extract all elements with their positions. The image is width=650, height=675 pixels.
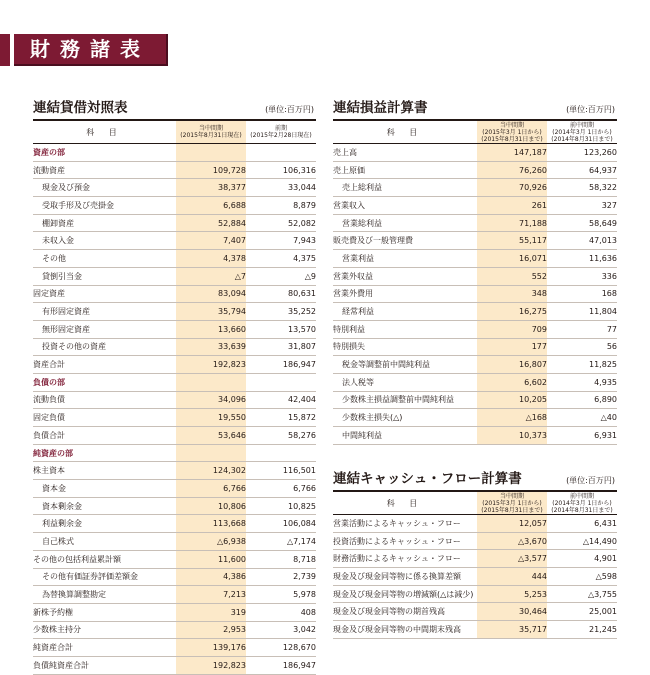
bs-row-prior-value bbox=[246, 444, 316, 462]
bs-row-current-value: 34,096 bbox=[176, 391, 246, 409]
bs-row bbox=[33, 144, 316, 162]
bs-row-prior-value: 13,570 bbox=[246, 320, 316, 338]
bs-row-prior-value: 35,252 bbox=[246, 303, 316, 321]
bs-row bbox=[33, 179, 316, 197]
bs-row-current-value: 139,176 bbox=[176, 639, 246, 657]
bs-row-label: 現金及び預金 bbox=[33, 179, 176, 197]
bs-row-current-value: 6,688 bbox=[176, 197, 246, 215]
is-row-prior-value: 327 bbox=[547, 197, 617, 215]
bs-row bbox=[33, 444, 316, 462]
is-row bbox=[333, 144, 617, 162]
bs-col-item: 科 目 bbox=[33, 121, 176, 144]
bs-row-prior-value: 42,404 bbox=[246, 391, 316, 409]
is-row-label: 営業総利益 bbox=[333, 214, 477, 232]
is-row-label: 営業外費用 bbox=[333, 285, 477, 303]
is-row bbox=[333, 409, 617, 427]
bs-row-label: 未収入金 bbox=[33, 232, 176, 250]
is-row-label: 少数株主損益調整前中間純利益 bbox=[333, 391, 477, 409]
header-accent-bar bbox=[0, 34, 10, 66]
cf-col-current bbox=[477, 492, 547, 515]
is-row bbox=[333, 197, 617, 215]
bs-row-prior-value: 10,825 bbox=[246, 497, 316, 515]
balance-sheet-title: 連結貸借対照表 bbox=[33, 100, 128, 116]
page-header bbox=[0, 34, 168, 66]
is-col-current-to: (2015年8月31日まで) bbox=[481, 135, 543, 143]
bs-row-current-value bbox=[176, 144, 246, 162]
bs-row-current-value bbox=[176, 373, 246, 391]
page-title: 財務諸表 bbox=[30, 37, 150, 61]
cf-row-label: 営業活動によるキャッシュ・フロー bbox=[333, 515, 477, 533]
bs-col-prior bbox=[246, 121, 316, 144]
bs-row bbox=[33, 409, 316, 427]
bs-row-label: 少数株主持分 bbox=[33, 621, 176, 639]
bs-row-label: 貸倒引当金 bbox=[33, 267, 176, 285]
balance-sheet-header bbox=[33, 97, 316, 121]
is-row-current-value: 177 bbox=[477, 338, 547, 356]
is-col-prior-title: 前中間期 bbox=[569, 121, 594, 129]
cf-row bbox=[333, 585, 617, 603]
bs-row-current-value: 11,600 bbox=[176, 550, 246, 568]
is-row bbox=[333, 320, 617, 338]
is-row bbox=[333, 214, 617, 232]
bs-row-prior-value: 3,042 bbox=[246, 621, 316, 639]
is-row-label: 売上原価 bbox=[333, 161, 477, 179]
is-row-current-value: 552 bbox=[477, 267, 547, 285]
cf-row-prior-value: 4,901 bbox=[547, 550, 617, 568]
cf-row-prior-value: 21,245 bbox=[547, 621, 617, 639]
is-col-current-from: (2015年3月 1日から) bbox=[482, 128, 542, 136]
is-row-prior-value: 77 bbox=[547, 320, 617, 338]
header-title-box bbox=[14, 34, 168, 66]
bs-row-current-value: 52,884 bbox=[176, 214, 246, 232]
is-row bbox=[333, 303, 617, 321]
bs-row bbox=[33, 427, 316, 445]
is-row-label: 法人税等 bbox=[333, 373, 477, 391]
bs-row bbox=[33, 550, 316, 568]
is-row bbox=[333, 356, 617, 374]
bs-row-prior-value: 7,943 bbox=[246, 232, 316, 250]
bs-row bbox=[33, 515, 316, 533]
cf-col-current-from: (2015年3月 1日から) bbox=[482, 499, 542, 507]
bs-row-current-value: 83,094 bbox=[176, 285, 246, 303]
is-row-prior-value: 58,322 bbox=[547, 179, 617, 197]
is-row bbox=[333, 391, 617, 409]
is-col-prior-from: (2014年3月 1日から) bbox=[552, 128, 612, 136]
is-row-prior-value: 4,935 bbox=[547, 373, 617, 391]
is-row-prior-value: 168 bbox=[547, 285, 617, 303]
bs-row-current-value: 7,213 bbox=[176, 586, 246, 604]
bs-row-current-value: 319 bbox=[176, 603, 246, 621]
is-row-prior-value: △40 bbox=[547, 409, 617, 427]
is-row-current-value: △168 bbox=[477, 409, 547, 427]
is-row-current-value: 55,117 bbox=[477, 232, 547, 250]
bs-row-current-value bbox=[176, 444, 246, 462]
bs-row-current-value: 33,639 bbox=[176, 338, 246, 356]
cf-row-prior-value: △14,490 bbox=[547, 532, 617, 550]
is-row-label: 売上総利益 bbox=[333, 179, 477, 197]
cf-row-current-value: △3,577 bbox=[477, 550, 547, 568]
bs-row-prior-value bbox=[246, 373, 316, 391]
bs-row-prior-value: 52,082 bbox=[246, 214, 316, 232]
cash-flow-header bbox=[333, 468, 617, 492]
bs-row-label: 純資産合計 bbox=[33, 639, 176, 657]
cf-row-current-value: 5,253 bbox=[477, 585, 547, 603]
bs-row-label: 負債の部 bbox=[33, 373, 176, 391]
bs-row bbox=[33, 250, 316, 268]
cf-col-current-title: 当中間期 bbox=[499, 492, 524, 500]
bs-row-prior-value: 8,718 bbox=[246, 550, 316, 568]
is-row-current-value: 10,373 bbox=[477, 427, 547, 445]
bs-row-label: 受取手形及び売掛金 bbox=[33, 197, 176, 215]
bs-row-current-value: 2,953 bbox=[176, 621, 246, 639]
income-statement-table bbox=[333, 121, 617, 445]
bs-row-label: 固定負債 bbox=[33, 409, 176, 427]
bs-row-label: 固定資産 bbox=[33, 285, 176, 303]
is-row bbox=[333, 285, 617, 303]
bs-row-label: 資本剰余金 bbox=[33, 497, 176, 515]
bs-row bbox=[33, 533, 316, 551]
is-row-prior-value: 11,636 bbox=[547, 250, 617, 268]
cf-col-current-to: (2015年8月31日まで) bbox=[481, 506, 543, 514]
bs-row-current-value: △6,938 bbox=[176, 533, 246, 551]
bs-row bbox=[33, 586, 316, 604]
is-row-label: 営業外収益 bbox=[333, 267, 477, 285]
bs-row bbox=[33, 391, 316, 409]
bs-row-label: 新株予約権 bbox=[33, 603, 176, 621]
cf-row bbox=[333, 603, 617, 621]
bs-row-label: 投資その他の資産 bbox=[33, 338, 176, 356]
bs-row bbox=[33, 161, 316, 179]
is-row-prior-value: 11,825 bbox=[547, 356, 617, 374]
bs-row-prior-value: 15,872 bbox=[246, 409, 316, 427]
cash-flow-unit: (単位:百万円) bbox=[566, 476, 615, 485]
bs-row-label: その他有価証券評価差額金 bbox=[33, 568, 176, 586]
bs-row-current-value: 4,386 bbox=[176, 568, 246, 586]
bs-row-label: 負債合計 bbox=[33, 427, 176, 445]
bs-row-label: その他の包括利益累計額 bbox=[33, 550, 176, 568]
bs-row-prior-value: 106,316 bbox=[246, 161, 316, 179]
balance-sheet-unit: (単位:百万円) bbox=[265, 105, 314, 114]
bs-row bbox=[33, 480, 316, 498]
bs-row-current-value: 192,823 bbox=[176, 356, 246, 374]
bs-col-prior-date: (2015年2月28日現在) bbox=[250, 132, 312, 139]
bs-row bbox=[33, 356, 316, 374]
bs-row-prior-value: 186,947 bbox=[246, 356, 316, 374]
bs-row-prior-value: 6,766 bbox=[246, 480, 316, 498]
bs-row-label: 資産の部 bbox=[33, 144, 176, 162]
bs-row bbox=[33, 621, 316, 639]
is-row-label: 税金等調整前中間純利益 bbox=[333, 356, 477, 374]
bs-row-label: 株主資本 bbox=[33, 462, 176, 480]
income-statement-title: 連結損益計算書 bbox=[333, 100, 428, 116]
bs-row-prior-value: △7,174 bbox=[246, 533, 316, 551]
is-row-prior-value: 6,890 bbox=[547, 391, 617, 409]
bs-row-label: 資産合計 bbox=[33, 356, 176, 374]
bs-row-current-value: 109,728 bbox=[176, 161, 246, 179]
bs-row-label: 棚卸資産 bbox=[33, 214, 176, 232]
bs-row-current-value: 35,794 bbox=[176, 303, 246, 321]
is-row-current-value: 16,807 bbox=[477, 356, 547, 374]
is-col-prior bbox=[547, 121, 617, 144]
is-col-item: 科 目 bbox=[333, 121, 477, 144]
bs-row bbox=[33, 639, 316, 657]
cf-row bbox=[333, 568, 617, 586]
is-row-current-value: 76,260 bbox=[477, 161, 547, 179]
bs-row-prior-value: 33,044 bbox=[246, 179, 316, 197]
is-row bbox=[333, 232, 617, 250]
bs-row-prior-value: 106,084 bbox=[246, 515, 316, 533]
is-row bbox=[333, 338, 617, 356]
bs-row bbox=[33, 568, 316, 586]
is-row-current-value: 70,926 bbox=[477, 179, 547, 197]
cf-row bbox=[333, 621, 617, 639]
cash-flow-title: 連結キャッシュ・フロー計算書 bbox=[333, 471, 522, 487]
is-row-current-value: 147,187 bbox=[477, 144, 547, 162]
is-row-prior-value: 11,804 bbox=[547, 303, 617, 321]
income-statement-header bbox=[333, 97, 617, 121]
cf-col-item: 科 目 bbox=[333, 492, 477, 515]
cf-row-current-value: 12,057 bbox=[477, 515, 547, 533]
cf-row-current-value: 444 bbox=[477, 568, 547, 586]
bs-row-label: 資本金 bbox=[33, 480, 176, 498]
is-row-current-value: 16,071 bbox=[477, 250, 547, 268]
is-row-prior-value: 58,649 bbox=[547, 214, 617, 232]
bs-row-prior-value: 4,375 bbox=[246, 250, 316, 268]
bs-row bbox=[33, 214, 316, 232]
bs-row bbox=[33, 232, 316, 250]
is-col-current-title: 当中間期 bbox=[499, 121, 524, 129]
is-row bbox=[333, 427, 617, 445]
cf-row-prior-value: △3,755 bbox=[547, 585, 617, 603]
cf-row bbox=[333, 550, 617, 568]
is-row bbox=[333, 373, 617, 391]
bs-row-label: 有形固定資産 bbox=[33, 303, 176, 321]
bs-row-current-value: 7,407 bbox=[176, 232, 246, 250]
is-col-current bbox=[477, 121, 547, 144]
cf-row-label: 現金及び現金同等物の中間期末残高 bbox=[333, 621, 477, 639]
bs-row bbox=[33, 267, 316, 285]
cf-row-label: 投資活動によるキャッシュ・フロー bbox=[333, 532, 477, 550]
is-row-prior-value: 64,937 bbox=[547, 161, 617, 179]
is-row-current-value: 6,602 bbox=[477, 373, 547, 391]
bs-row-prior-value: 116,501 bbox=[246, 462, 316, 480]
is-row-current-value: 261 bbox=[477, 197, 547, 215]
cf-row-prior-value: △598 bbox=[547, 568, 617, 586]
cf-row-prior-value: 25,001 bbox=[547, 603, 617, 621]
is-row-label: 少数株主損失(△) bbox=[333, 409, 477, 427]
cf-row-prior-value: 6,431 bbox=[547, 515, 617, 533]
is-row-label: 特別損失 bbox=[333, 338, 477, 356]
bs-row-label: その他 bbox=[33, 250, 176, 268]
bs-row-label: 無形固定資産 bbox=[33, 320, 176, 338]
is-row-label: 販売費及び一般管理費 bbox=[333, 232, 477, 250]
cf-row-current-value: 30,464 bbox=[477, 603, 547, 621]
is-row-prior-value: 336 bbox=[547, 267, 617, 285]
bs-row-current-value: 4,378 bbox=[176, 250, 246, 268]
cf-col-prior-title: 前中間期 bbox=[569, 492, 594, 500]
cf-row-label: 財務活動によるキャッシュ・フロー bbox=[333, 550, 477, 568]
bs-row-prior-value: 8,879 bbox=[246, 197, 316, 215]
bs-row-label: 自己株式 bbox=[33, 533, 176, 551]
cf-col-prior-to: (2014年8月31日まで) bbox=[551, 506, 613, 514]
cf-row-label: 現金及び現金同等物の増減額(△は減少) bbox=[333, 585, 477, 603]
bs-row-label: 為替換算調整勘定 bbox=[33, 586, 176, 604]
is-row-current-value: 10,205 bbox=[477, 391, 547, 409]
income-statement-unit: (単位:百万円) bbox=[566, 105, 615, 114]
bs-row bbox=[33, 497, 316, 515]
is-col-prior-to: (2014年8月31日まで) bbox=[551, 135, 613, 143]
is-row-current-value: 16,275 bbox=[477, 303, 547, 321]
bs-row-label: 利益剰余金 bbox=[33, 515, 176, 533]
bs-row-current-value: 13,660 bbox=[176, 320, 246, 338]
is-row bbox=[333, 179, 617, 197]
is-row-label: 売上高 bbox=[333, 144, 477, 162]
bs-row-current-value: 53,646 bbox=[176, 427, 246, 445]
bs-col-current bbox=[176, 121, 246, 144]
cash-flow-table bbox=[333, 492, 617, 639]
is-row-current-value: 348 bbox=[477, 285, 547, 303]
is-row-label: 営業利益 bbox=[333, 250, 477, 268]
bs-row-current-value: 38,377 bbox=[176, 179, 246, 197]
cf-row-label: 現金及び現金同等物に係る換算差額 bbox=[333, 568, 477, 586]
bs-row bbox=[33, 303, 316, 321]
bs-row-prior-value: 58,276 bbox=[246, 427, 316, 445]
cf-col-prior bbox=[547, 492, 617, 515]
bs-row-prior-value: △9 bbox=[246, 267, 316, 285]
bs-row-current-value: 10,806 bbox=[176, 497, 246, 515]
bs-row-prior-value bbox=[246, 144, 316, 162]
cf-col-prior-from: (2014年3月 1日から) bbox=[552, 499, 612, 507]
bs-row-prior-value: 186,947 bbox=[246, 656, 316, 674]
bs-row-current-value: 192,823 bbox=[176, 656, 246, 674]
cf-row-label: 現金及び現金同等物の期首残高 bbox=[333, 603, 477, 621]
is-row bbox=[333, 250, 617, 268]
is-row-current-value: 709 bbox=[477, 320, 547, 338]
bs-row bbox=[33, 462, 316, 480]
bs-row-label: 純資産の部 bbox=[33, 444, 176, 462]
bs-row bbox=[33, 320, 316, 338]
bs-row-prior-value: 2,739 bbox=[246, 568, 316, 586]
is-row-prior-value: 123,260 bbox=[547, 144, 617, 162]
cf-row bbox=[333, 532, 617, 550]
bs-row-current-value: △7 bbox=[176, 267, 246, 285]
bs-row bbox=[33, 338, 316, 356]
is-row-label: 中間純利益 bbox=[333, 427, 477, 445]
bs-row bbox=[33, 373, 316, 391]
is-row-prior-value: 56 bbox=[547, 338, 617, 356]
is-row-label: 特別利益 bbox=[333, 320, 477, 338]
bs-row bbox=[33, 656, 316, 674]
bs-col-current-date: (2015年8月31日現在) bbox=[180, 132, 242, 139]
bs-row bbox=[33, 197, 316, 215]
bs-row-prior-value: 80,631 bbox=[246, 285, 316, 303]
bs-row bbox=[33, 285, 316, 303]
bs-row bbox=[33, 603, 316, 621]
bs-row-current-value: 124,302 bbox=[176, 462, 246, 480]
balance-sheet-table bbox=[33, 121, 316, 675]
bs-row-current-value: 6,766 bbox=[176, 480, 246, 498]
cf-row-current-value: △3,670 bbox=[477, 532, 547, 550]
bs-row-current-value: 19,550 bbox=[176, 409, 246, 427]
bs-row-prior-value: 5,978 bbox=[246, 586, 316, 604]
bs-col-current-title: 当中間期 bbox=[198, 125, 223, 132]
bs-row-label: 流動負債 bbox=[33, 391, 176, 409]
bs-row-prior-value: 31,807 bbox=[246, 338, 316, 356]
bs-row-label: 流動資産 bbox=[33, 161, 176, 179]
is-row-label: 経常利益 bbox=[333, 303, 477, 321]
is-row-prior-value: 47,013 bbox=[547, 232, 617, 250]
bs-row-prior-value: 408 bbox=[246, 603, 316, 621]
is-row bbox=[333, 267, 617, 285]
cf-row bbox=[333, 515, 617, 533]
is-row-current-value: 71,188 bbox=[477, 214, 547, 232]
is-row bbox=[333, 161, 617, 179]
bs-row-current-value: 113,668 bbox=[176, 515, 246, 533]
bs-row-label: 負債純資産合計 bbox=[33, 656, 176, 674]
is-row-label: 営業収入 bbox=[333, 197, 477, 215]
is-row-prior-value: 6,931 bbox=[547, 427, 617, 445]
bs-col-prior-title: 前期 bbox=[274, 125, 287, 132]
bs-row-prior-value: 128,670 bbox=[246, 639, 316, 657]
cf-row-current-value: 35,717 bbox=[477, 621, 547, 639]
